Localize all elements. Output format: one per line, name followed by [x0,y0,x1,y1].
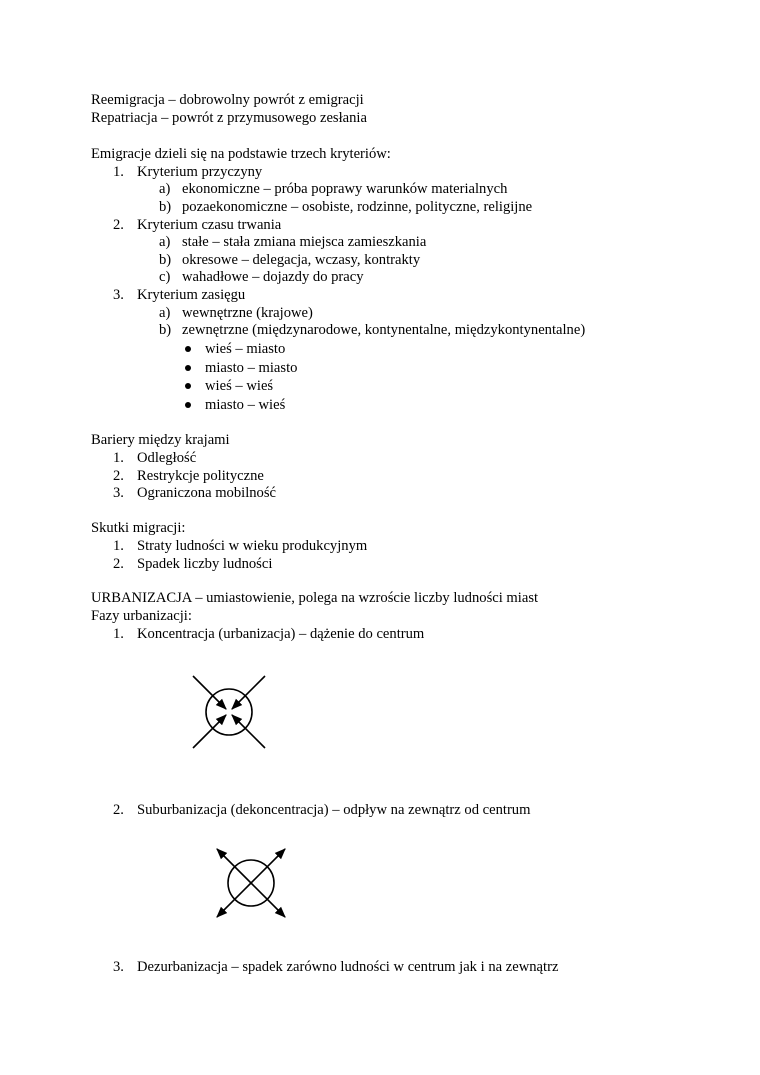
list-number: 3. [113,959,124,975]
list-item: okresowe – delegacja, wczasy, kontrakty [182,252,421,268]
list-item: Ograniczona mobilność [137,485,277,501]
bullet-icon [185,383,191,389]
item-marker: b) [159,322,172,338]
item-marker: c) [159,269,171,285]
bullet-icon [185,402,191,408]
bullet-item: miasto – wieś [205,397,286,413]
bullet-item: wieś – miasto [205,341,286,357]
criterion-label: Kryterium czasu trwania [137,217,282,233]
definition-repatriation: Repatriacja – powrót z przymusowego zesłania [91,110,367,126]
criterion-label: Kryterium przyczyny [137,164,263,180]
list-item: Straty ludności w wieku produkcyjnym [137,538,368,554]
barriers-title: Bariery między krajami [91,432,230,448]
list-item: Spadek liczby ludności [137,556,273,572]
urbanization-definition: URBANIZACJA – umiastowienie, polega na wzroście liczby ludności miast [91,590,539,606]
list-item: Koncentracja (urbanizacja) – dążenie do centrum [137,626,425,642]
list-item: Suburbanizacja (dekoncentracja) – odpływ na zewnątrz od centrum [137,802,531,818]
criterion-number: 1. [113,164,124,180]
list-item: ekonomiczne – próba poprawy warunków materialnych [182,181,508,197]
list-number: 1. [113,538,124,554]
effects-title: Skutki migracji: [91,520,186,536]
list-item: stałe – stała zmiana miejsca zamieszkania [182,234,427,250]
list-item: wahadłowe – dojazdy do pracy [182,269,364,285]
item-marker: b) [159,252,172,268]
item-marker: a) [159,181,171,197]
item-marker: a) [159,234,171,250]
list-item: wewnętrzne (krajowe) [182,305,313,321]
list-item: zewnętrzne (międzynarodowe, kontynentalne, międzykontynentalne) [182,322,586,338]
inward-arrows-circle-icon [188,671,270,753]
list-item: Odległość [137,450,197,466]
item-marker: a) [159,305,171,321]
list-number: 1. [113,626,124,642]
criterion-label: Kryterium zasięgu [137,287,246,303]
list-item: pozaekonomiczne – osobiste, rodzinne, polityczne, religijne [182,199,533,215]
list-number: 3. [113,485,124,501]
list-item: Restrykcje polityczne [137,468,264,484]
list-number: 2. [113,556,124,572]
item-marker: b) [159,199,172,215]
bullet-item: miasto – miasto [205,360,298,376]
urbanization-phases-title: Fazy urbanizacji: [91,608,192,624]
criterion-number: 2. [113,217,124,233]
criterion-number: 3. [113,287,124,303]
list-item: Dezurbanizacja – spadek zarówno ludności w centrum jak i na zewnątrz [137,959,559,975]
list-number: 2. [113,468,124,484]
list-number: 2. [113,802,124,818]
bullet-icon [185,365,191,371]
bullet-icon [185,346,191,352]
bullet-item: wieś – wieś [205,378,274,394]
list-number: 1. [113,450,124,466]
emigration-intro: Emigracje dzieli się na podstawie trzech kryteriów: [91,146,391,162]
definition-reemigration: Reemigracja – dobrowolny powrót z emigracji [91,92,364,108]
outward-arrows-circle-icon [213,845,289,921]
